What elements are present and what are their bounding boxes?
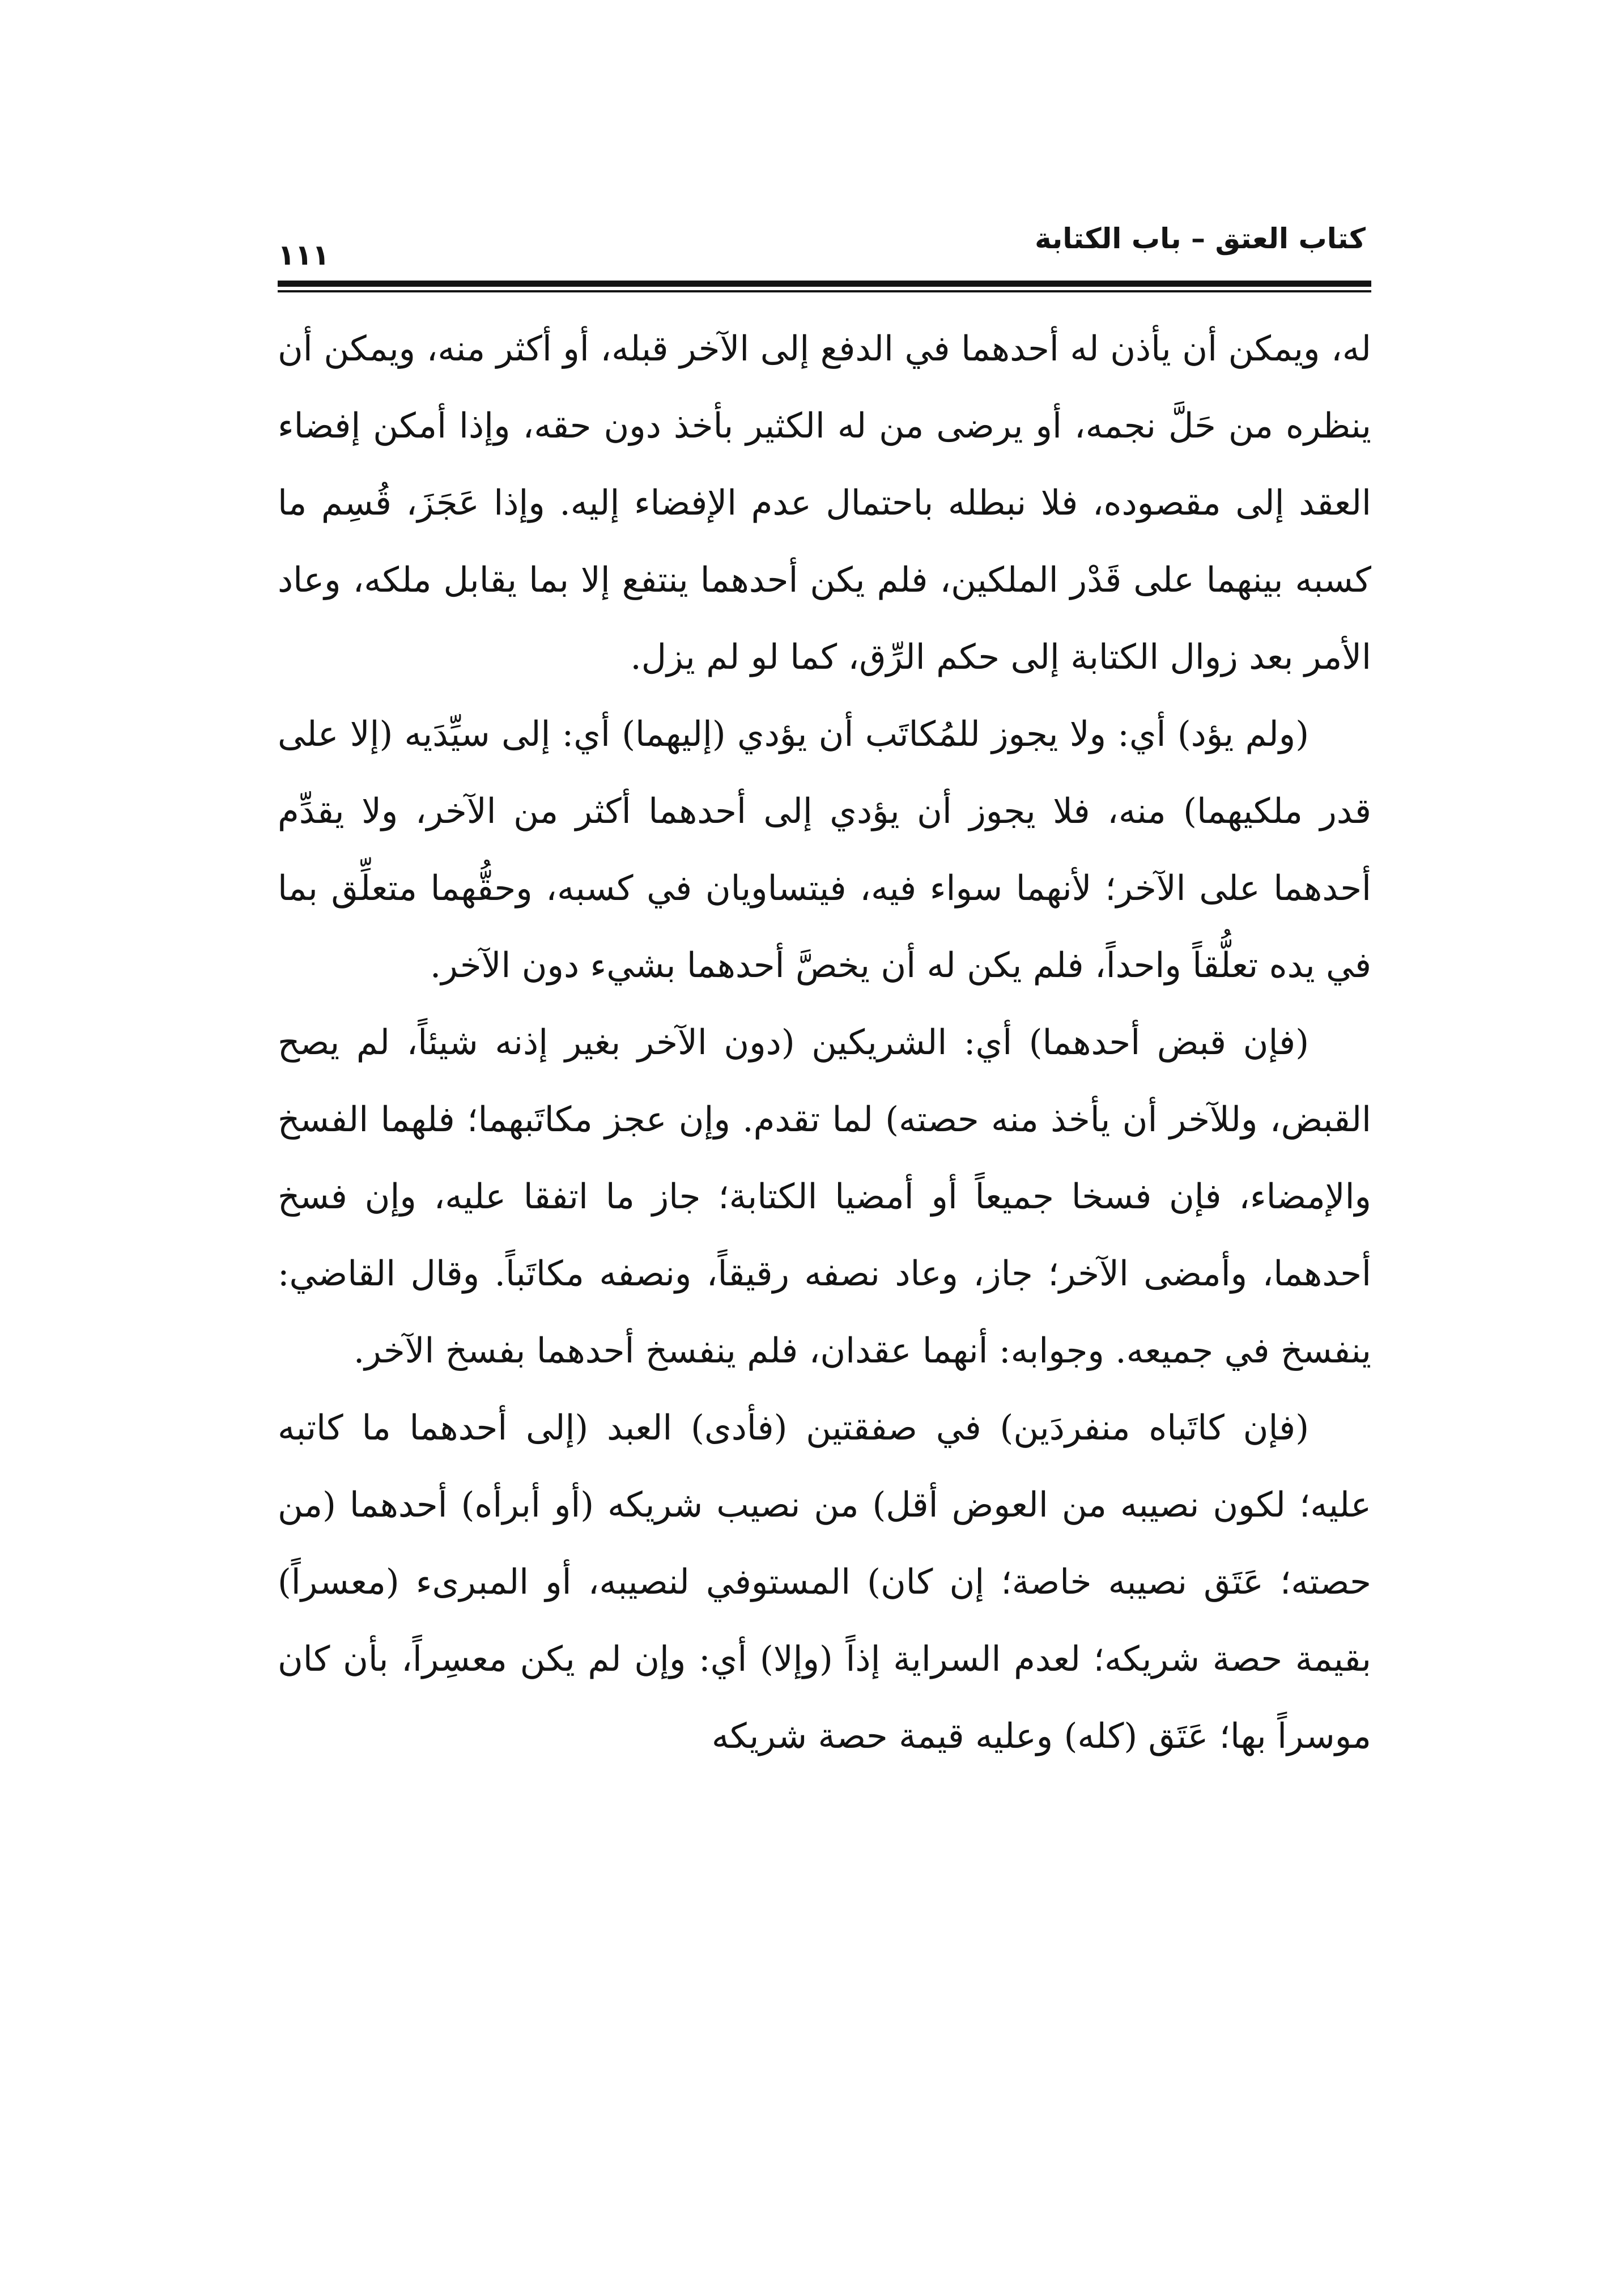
paragraph-payment-to-masters: (ولم يؤد) أي: ولا يجوز للمُكاتَب أن يؤدي (إليهما) أي: إلى سيِّدَيه (إلا على قدر ملكيهما) منه، فلا يجوز أن يؤدي إلى أحدهما أكثر من الآخر، ولا يقدِّم أحدهما على الآخر؛ لأنهما سواء فيه، فيتساويان في كسبه، وحقُّهما متعلِّق بما في يده تعلُّقاً واحداً، فلم يكن له أن يخصَّ أحدهما بشيء دون الآخر. — [278, 714, 1371, 986]
running-title: كتاب العتق – باب الكتابة — [1035, 222, 1366, 255]
paragraph-separate-contracts: (فإن كاتَباه منفردَين) في صفقتين (فأدى) العبد (إلى أحدهما ما كاتبه عليه؛ لكون نصيبه من العوض أقل) من نصيب شريكه (أو أبرأه) أحدهما (من حصته؛ عَتَق نصيبه خاصة؛ إن كان) المستوفي لنصيبه، أو المبرىء (معسراً) بقيمة حصة شريكه؛ لعدم السراية إذاً (وإلا) أي: وإن لم يكن معسِراً، بأن كان موسراً بها؛ عَتَق (كله) وعليه قيمة حصة شريكه — [278, 1408, 1371, 1756]
page-header — [278, 215, 1366, 278]
paragraph-partner-receipt: (فإن قبض أحدهما) أي: الشريكين (دون الآخر بغير إذنه شيئاً، لم يصح القبض، وللآخر أن يأخذ منه حصته) لما تقدم. وإن عجز مكاتَبهما؛ فلهما الفسخ والإمضاء، فإن فسخا جميعاً أو أمضيا الكتابة؛ جاز ما اتفقا عليه، وإن فسخ أحدهما، وأمضى الآخر؛ جاز، وعاد نصفه رقيقاً، ونصفه مكاتَباً. وقال القاضي: ينفسخ في جميعه. وجوابه: أنهما عقدان، فلم ينفسخ أحدهما بفسخ الآخر. — [278, 1022, 1371, 1371]
header-rule-thick — [278, 281, 1371, 287]
paragraph-continuation: له، ويمكن أن يأذن له أحدهما في الدفع إلى الآخر قبله، أو أكثر منه، ويمكن أن ينظره من حَلَّ نجمه، أو يرضى من له الكثير بأخذ دون حقه، وإذا أمكن إفضاء العقد إلى مقصوده، فلا نبطله باحتمال عدم الإفضاء إليه. وإذا عَجَزَ، قُسِم ما كسبه بينهما على قَدْر الملكين، فلم يكن أحدهما ينتفع إلا بما يقابل ملكه، وعاد الأمر بعد زوال الكتابة إلى حكم الرِّق، كما لو لم يزل. — [278, 329, 1371, 677]
body-text — [278, 311, 1371, 1982]
page-number: ١١١ — [278, 239, 330, 271]
header-rule-thin — [278, 290, 1371, 292]
